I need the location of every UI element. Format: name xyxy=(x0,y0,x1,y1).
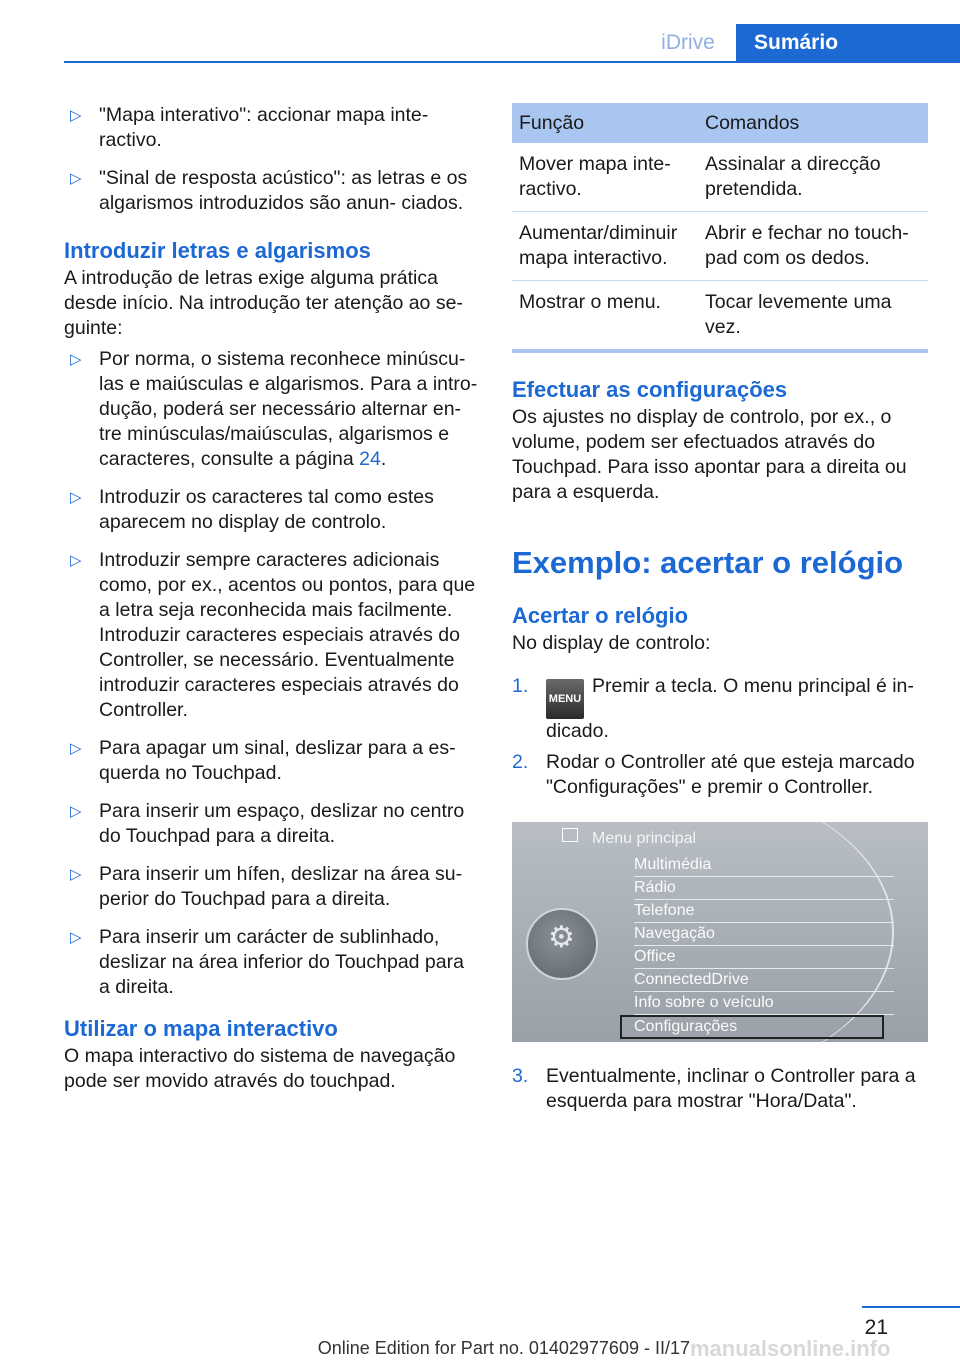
screen-menu-item: Rádio xyxy=(634,877,894,900)
table-row xyxy=(512,212,928,281)
table-cell: Mover mapa inte- ractivo. xyxy=(512,143,698,212)
paragraph-map: O mapa interactivo do sistema de navegação pode ser movido através do touchpad. xyxy=(64,1045,456,1092)
table-cell: Mostrar o menu. xyxy=(519,291,661,313)
table-bottom-rule xyxy=(512,349,928,353)
section-heading-map: Utilizar o mapa interactivo xyxy=(64,1016,338,1041)
edition-note: Online Edition for Part no. 01402977609 - II/17 xyxy=(317,1338,690,1358)
steps-list-continued xyxy=(512,1064,928,1114)
list-item: ▷ Para inserir um carácter de sublinhado, deslizar na área inferior do Touchpad para a direita. xyxy=(70,926,464,998)
table-header-row xyxy=(512,103,928,143)
section-heading-config: Efectuar as configurações xyxy=(512,377,788,402)
list-item: ▷ Introduzir os caracteres tal como estes aparecem no display de controlo. xyxy=(70,486,434,533)
left-column xyxy=(64,103,480,1094)
watermark: manualsonline.info xyxy=(690,1336,891,1361)
gear-icon: ⚙ xyxy=(548,921,575,954)
contents-tab[interactable]: Sumário xyxy=(736,24,960,61)
idrive-screen-image xyxy=(512,822,928,1042)
chapter-heading-example: Exemplo: acertar o relógio xyxy=(512,545,904,580)
list-item: ▷ "Sinal de resposta acústico": as letras e os algarismos introduzidos são anun- ciados. xyxy=(70,167,468,214)
section-heading-letters: Introduzir letras e algarismos xyxy=(64,238,371,263)
triangle-bullet-icon: ▷ xyxy=(70,351,82,368)
table-cell: Tocar levemente uma vez. xyxy=(705,291,892,338)
page-link[interactable]: 24 xyxy=(359,448,381,470)
list-item: ▷ Por norma, o sistema reconhece minúscu- las e maiúsculas e algarismos. Para a intro- dução, poderá ser necessário alternar en- tre minúsculas/maiúsculas, algarismos e caracteres, consulte a página 24. xyxy=(70,348,478,470)
table-cell: Aumentar/diminuir mapa interactivo. xyxy=(512,212,698,281)
triangle-bullet-icon: ▷ xyxy=(70,170,82,187)
table-row xyxy=(512,143,928,212)
list-item: ▷ Introduzir sempre caracteres adicionais como, por ex., acentos ou pontos, para que a letra seja reconhecida mais facilmente. Introduzir caracteres especiais através do Controller, se necessário. Eventualmente introduzir caracteres especiais através do Controller. xyxy=(70,549,476,721)
bullet-list-top xyxy=(64,103,480,222)
triangle-bullet-icon: ▷ xyxy=(70,107,82,124)
table-header: Função xyxy=(512,103,698,143)
triangle-bullet-icon: ▷ xyxy=(70,740,82,757)
right-column xyxy=(512,103,928,1120)
screen-menu-item: Navegação xyxy=(634,923,894,946)
screen-menu-item: ConnectedDrive xyxy=(634,969,894,992)
paragraph-letters: A introdução de letras exige alguma prática desde início. Na introdução ter atenção ao se- guinte: xyxy=(64,267,463,339)
page-number: 21 xyxy=(864,1316,888,1339)
screen-title: Menu principal xyxy=(592,830,697,847)
header-divider xyxy=(64,61,960,63)
step-number: 1. xyxy=(512,675,529,697)
screen-menu-item-selected: Configurações xyxy=(620,1015,884,1039)
paragraph-clock: No display de controlo: xyxy=(512,632,711,654)
step-item: 3. Eventualmente, inclinar o Controller para a esquerda para mostrar "Hora/Data". xyxy=(512,1065,916,1112)
list-menu-icon xyxy=(562,828,578,842)
step-item: 1. MENUPremir a tecla. O menu principal é in- dicado. xyxy=(512,675,914,742)
bullet-list-letters xyxy=(64,347,480,1006)
chapter-label[interactable]: iDrive xyxy=(661,31,715,54)
section-heading-clock: Acertar o relógio xyxy=(512,603,689,628)
triangle-bullet-icon: ▷ xyxy=(70,866,82,883)
controller-knob xyxy=(526,908,598,980)
paragraph-config: Os ajustes no display de controlo, por ex., o volume, podem ser efectuados através do Touchpad. Para isso apontar para a direita ou para a esquerda. xyxy=(512,406,907,503)
table-header: Comandos xyxy=(698,103,928,143)
step-number: 2. xyxy=(512,751,529,773)
footer-divider xyxy=(862,1306,960,1308)
list-item: ▷ "Mapa interativo": accionar mapa inte- ractivo. xyxy=(70,104,429,151)
screen-menu-item: Telefone xyxy=(634,900,894,923)
table-row xyxy=(512,281,928,350)
steps-list xyxy=(512,674,928,800)
screen-menu-item: Office xyxy=(634,946,894,969)
triangle-bullet-icon: ▷ xyxy=(70,552,82,569)
commands-table xyxy=(512,103,928,349)
screen-menu-item: Info sobre o veículo xyxy=(634,992,894,1015)
step-item: 2. Rodar o Controller até que esteja marcado "Configurações" e premir o Controller. xyxy=(512,751,915,798)
screen-menu-item: Multimédia xyxy=(634,854,894,877)
triangle-bullet-icon: ▷ xyxy=(70,803,82,820)
list-item: ▷ Para apagar um sinal, deslizar para a es- querda no Touchpad. xyxy=(70,737,456,784)
step-number: 3. xyxy=(512,1065,529,1087)
triangle-bullet-icon: ▷ xyxy=(70,489,82,506)
list-item: ▷ Para inserir um espaço, deslizar no centro do Touchpad para a direita. xyxy=(70,800,465,847)
triangle-bullet-icon: ▷ xyxy=(70,929,82,946)
table-cell: Assinalar a direcção pretendida. xyxy=(698,143,928,212)
table-cell: Abrir e fechar no touch- pad com os dedos. xyxy=(698,212,928,281)
menu-button-icon: MENU xyxy=(546,679,584,719)
list-item: ▷ Para inserir um hífen, deslizar na área su- perior do Touchpad para a direita. xyxy=(70,863,463,910)
